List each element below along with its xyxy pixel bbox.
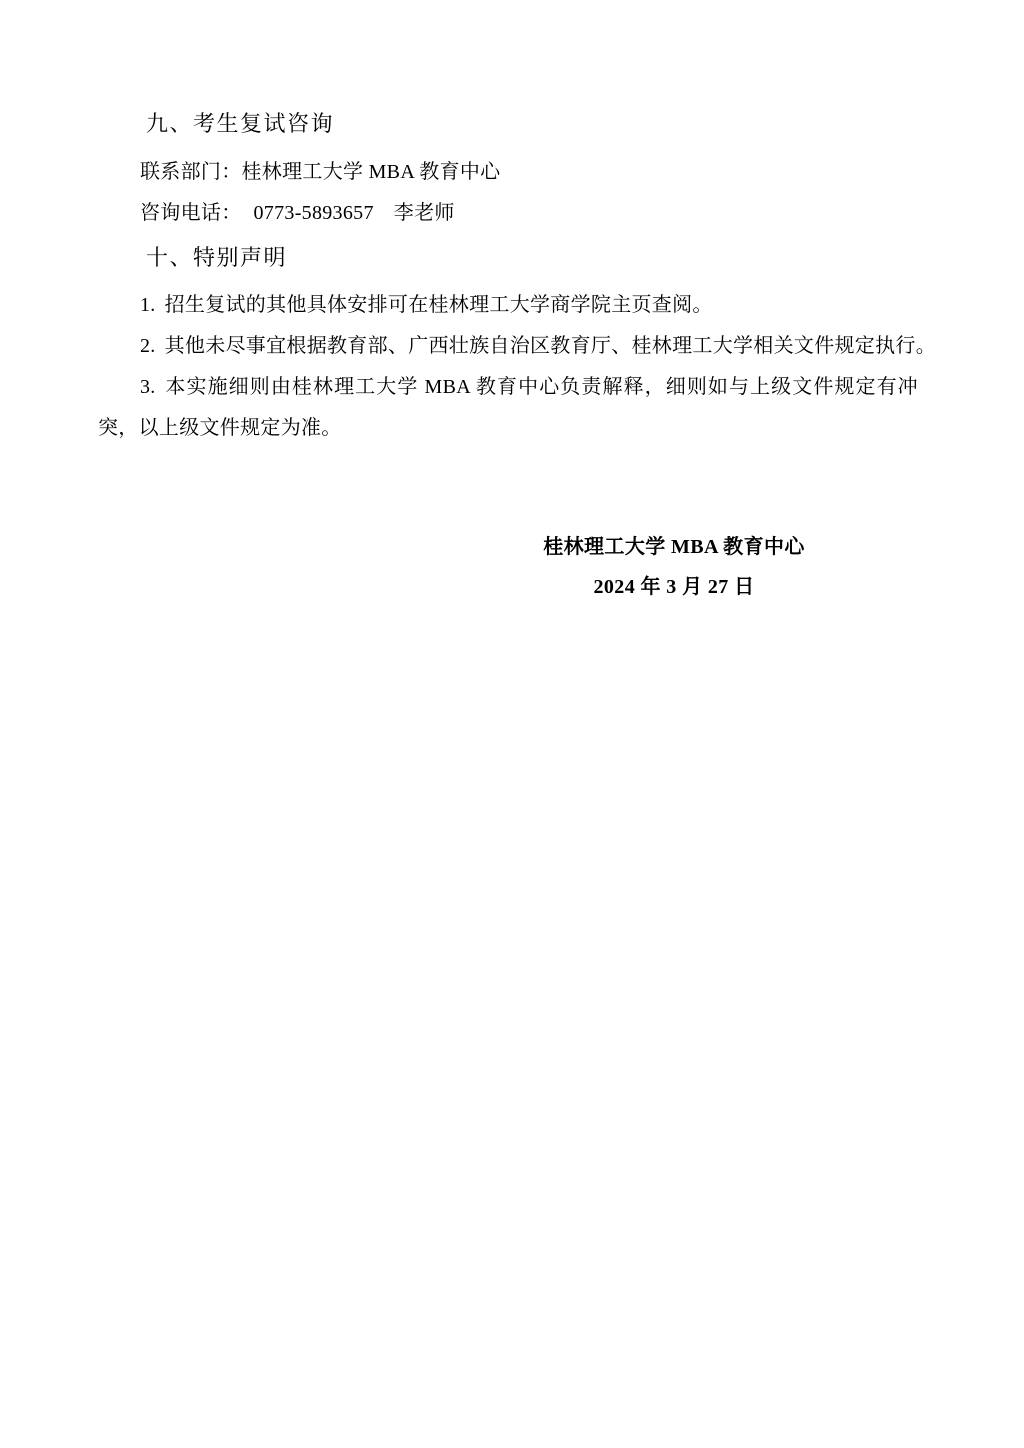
statement-item-1 [140,285,713,326]
statement-item-number: 1. [140,294,156,316]
contact-phone-line [140,193,455,234]
statement-item-3 [98,367,918,449]
section-heading-statement: 十、特别声明 [146,246,288,271]
contact-department-value: 桂林理工大学 MBA 教育中心 [241,161,501,183]
statement-item-number: 2. [140,335,156,357]
statement-item-number: 3. [140,376,156,398]
statement-item-text: 招生复试的其他具体安排可在桂林理工大学商学院主页查阅。 [164,294,713,316]
statement-item-text: 其他未尽事宜根据教育部、广西壮族自治区教育厅、桂林理工大学相关文件规定执行。 [164,335,937,357]
statement-item-text: 本实施细则由桂林理工大学 MBA 教育中心负责解释，细则如与上级文件规定有冲突，以上级文件规定为准。 [98,376,918,439]
statement-item-2 [140,326,936,367]
contact-person: 李老师 [393,202,455,224]
signature-organization: 桂林理工大学 MBA 教育中心 [543,536,805,558]
contact-phone-number: 0773-5893657 [253,202,374,224]
contact-department-label: 联系部门： [140,161,242,183]
contact-phone-label: 咨询电话： [140,202,242,224]
contact-department-line [140,152,500,193]
signature-date: 2024 年 3 月 27 日 [593,576,755,598]
section-heading-consult: 九、考生复试咨询 [146,112,335,137]
